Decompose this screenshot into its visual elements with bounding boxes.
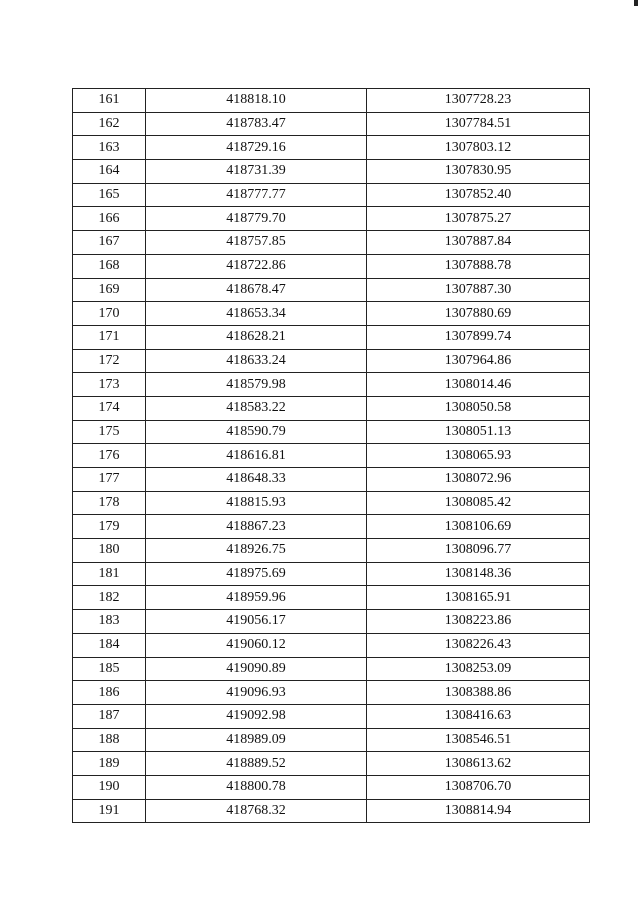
y-coordinate-cell: 1308388.86 [367, 681, 590, 705]
y-coordinate-cell: 1308014.46 [367, 373, 590, 397]
x-coordinate-cell: 418583.22 [146, 396, 367, 420]
coordinates-table [72, 88, 590, 823]
point-number-cell: 176 [73, 444, 146, 468]
x-coordinate-cell: 418633.24 [146, 349, 367, 373]
point-number-cell: 165 [73, 183, 146, 207]
x-coordinate-cell: 418777.77 [146, 183, 367, 207]
table-row [73, 420, 590, 444]
y-coordinate-cell: 1308051.13 [367, 420, 590, 444]
y-coordinate-cell: 1307852.40 [367, 183, 590, 207]
table-row [73, 302, 590, 326]
point-number-cell: 185 [73, 657, 146, 681]
table-row [73, 373, 590, 397]
point-number-cell: 175 [73, 420, 146, 444]
table-body [73, 89, 590, 823]
y-coordinate-cell: 1307875.27 [367, 207, 590, 231]
y-coordinate-cell: 1307830.95 [367, 160, 590, 184]
x-coordinate-cell: 418678.47 [146, 278, 367, 302]
y-coordinate-cell: 1308706.70 [367, 775, 590, 799]
point-number-cell: 181 [73, 562, 146, 586]
x-coordinate-cell: 418648.33 [146, 468, 367, 492]
point-number-cell: 169 [73, 278, 146, 302]
x-coordinate-cell: 418800.78 [146, 775, 367, 799]
x-coordinate-cell: 418959.96 [146, 586, 367, 610]
table-row [73, 728, 590, 752]
table-row [73, 325, 590, 349]
x-coordinate-cell: 418783.47 [146, 112, 367, 136]
y-coordinate-cell: 1308416.63 [367, 704, 590, 728]
point-number-cell: 164 [73, 160, 146, 184]
point-number-cell: 171 [73, 325, 146, 349]
table-row [73, 231, 590, 255]
y-coordinate-cell: 1308814.94 [367, 799, 590, 823]
table-row [73, 278, 590, 302]
x-coordinate-cell: 418818.10 [146, 89, 367, 113]
table-row [73, 515, 590, 539]
table-row [73, 586, 590, 610]
y-coordinate-cell: 1307880.69 [367, 302, 590, 326]
y-coordinate-cell: 1308065.93 [367, 444, 590, 468]
point-number-cell: 186 [73, 681, 146, 705]
table-row [73, 444, 590, 468]
point-number-cell: 177 [73, 468, 146, 492]
x-coordinate-cell: 418867.23 [146, 515, 367, 539]
x-coordinate-cell: 419090.89 [146, 657, 367, 681]
x-coordinate-cell: 418926.75 [146, 539, 367, 563]
y-coordinate-cell: 1308223.86 [367, 610, 590, 634]
point-number-cell: 162 [73, 112, 146, 136]
point-number-cell: 178 [73, 491, 146, 515]
point-number-cell: 172 [73, 349, 146, 373]
x-coordinate-cell: 418768.32 [146, 799, 367, 823]
table-row [73, 539, 590, 563]
point-number-cell: 180 [73, 539, 146, 563]
table-row [73, 468, 590, 492]
x-coordinate-cell: 418590.79 [146, 420, 367, 444]
corner-mark [634, 0, 638, 6]
y-coordinate-cell: 1308050.58 [367, 396, 590, 420]
point-number-cell: 166 [73, 207, 146, 231]
y-coordinate-cell: 1307887.84 [367, 231, 590, 255]
y-coordinate-cell: 1307899.74 [367, 325, 590, 349]
point-number-cell: 187 [73, 704, 146, 728]
y-coordinate-cell: 1308613.62 [367, 752, 590, 776]
table-row [73, 183, 590, 207]
x-coordinate-cell: 418975.69 [146, 562, 367, 586]
y-coordinate-cell: 1307728.23 [367, 89, 590, 113]
point-number-cell: 189 [73, 752, 146, 776]
table-row [73, 136, 590, 160]
x-coordinate-cell: 418579.98 [146, 373, 367, 397]
x-coordinate-cell: 418628.21 [146, 325, 367, 349]
x-coordinate-cell: 419060.12 [146, 633, 367, 657]
y-coordinate-cell: 1307887.30 [367, 278, 590, 302]
x-coordinate-cell: 418757.85 [146, 231, 367, 255]
point-number-cell: 182 [73, 586, 146, 610]
point-number-cell: 167 [73, 231, 146, 255]
x-coordinate-cell: 419096.93 [146, 681, 367, 705]
x-coordinate-cell: 418616.81 [146, 444, 367, 468]
x-coordinate-cell: 419092.98 [146, 704, 367, 728]
x-coordinate-cell: 419056.17 [146, 610, 367, 634]
table-row [73, 89, 590, 113]
point-number-cell: 190 [73, 775, 146, 799]
table-row [73, 112, 590, 136]
point-number-cell: 168 [73, 254, 146, 278]
point-number-cell: 188 [73, 728, 146, 752]
x-coordinate-cell: 418989.09 [146, 728, 367, 752]
table-row [73, 610, 590, 634]
y-coordinate-cell: 1307803.12 [367, 136, 590, 160]
x-coordinate-cell: 418779.70 [146, 207, 367, 231]
table-row [73, 254, 590, 278]
table-row [73, 681, 590, 705]
table-row [73, 752, 590, 776]
y-coordinate-cell: 1308165.91 [367, 586, 590, 610]
x-coordinate-cell: 418889.52 [146, 752, 367, 776]
point-number-cell: 170 [73, 302, 146, 326]
table-row [73, 562, 590, 586]
y-coordinate-cell: 1308253.09 [367, 657, 590, 681]
table-row [73, 633, 590, 657]
y-coordinate-cell: 1308072.96 [367, 468, 590, 492]
y-coordinate-cell: 1307964.86 [367, 349, 590, 373]
point-number-cell: 191 [73, 799, 146, 823]
point-number-cell: 183 [73, 610, 146, 634]
x-coordinate-cell: 418729.16 [146, 136, 367, 160]
point-number-cell: 173 [73, 373, 146, 397]
y-coordinate-cell: 1308085.42 [367, 491, 590, 515]
y-coordinate-cell: 1308148.36 [367, 562, 590, 586]
x-coordinate-cell: 418722.86 [146, 254, 367, 278]
y-coordinate-cell: 1307888.78 [367, 254, 590, 278]
x-coordinate-cell: 418731.39 [146, 160, 367, 184]
x-coordinate-cell: 418653.34 [146, 302, 367, 326]
y-coordinate-cell: 1308096.77 [367, 539, 590, 563]
point-number-cell: 161 [73, 89, 146, 113]
table-row [73, 349, 590, 373]
table-row [73, 207, 590, 231]
table-row [73, 160, 590, 184]
table-row [73, 799, 590, 823]
y-coordinate-cell: 1307784.51 [367, 112, 590, 136]
x-coordinate-cell: 418815.93 [146, 491, 367, 515]
table-row [73, 657, 590, 681]
table-row [73, 491, 590, 515]
point-number-cell: 163 [73, 136, 146, 160]
table-row [73, 775, 590, 799]
point-number-cell: 174 [73, 396, 146, 420]
table-row [73, 704, 590, 728]
y-coordinate-cell: 1308106.69 [367, 515, 590, 539]
y-coordinate-cell: 1308226.43 [367, 633, 590, 657]
point-number-cell: 184 [73, 633, 146, 657]
table-row [73, 396, 590, 420]
y-coordinate-cell: 1308546.51 [367, 728, 590, 752]
point-number-cell: 179 [73, 515, 146, 539]
